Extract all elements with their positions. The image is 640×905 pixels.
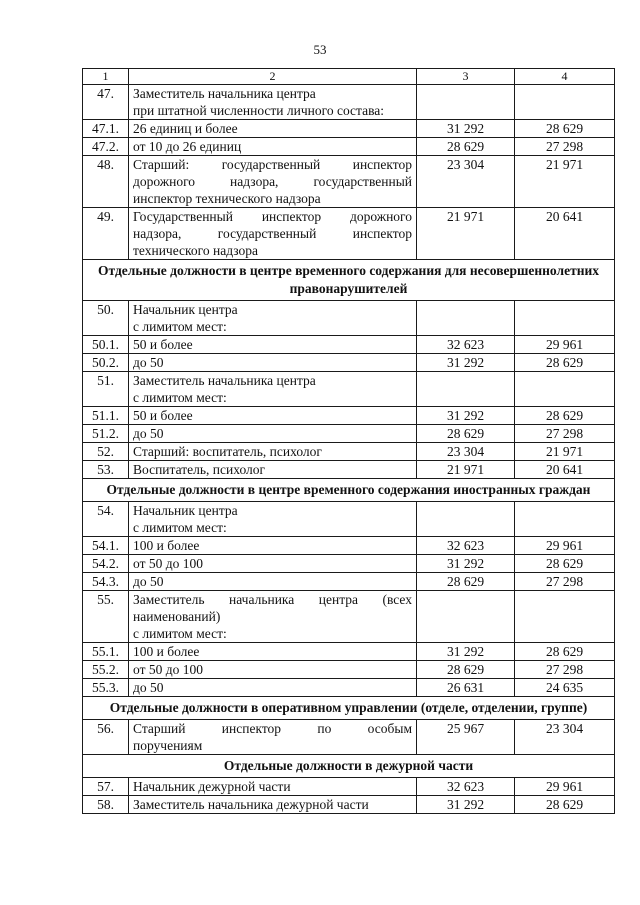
salary-col4: 27 298 (515, 573, 615, 591)
table-row (83, 85, 615, 120)
salary-col4: 21 971 (515, 443, 615, 461)
section-header-row (83, 697, 615, 720)
salary-col4: 29 961 (515, 778, 615, 796)
salary-col4 (515, 372, 615, 407)
row-number: 55.2. (83, 661, 129, 679)
salary-col3: 31 292 (417, 555, 515, 573)
table-header-row (83, 69, 615, 85)
section-title: Отдельные должности в дежурной части (83, 755, 615, 778)
position-title-line: при штатной численности личного состава: (133, 103, 385, 118)
row-number: 55. (83, 591, 129, 643)
position-title-line: до 50 (133, 355, 164, 370)
position-title-line: Заместитель начальника дежурной части (133, 797, 369, 812)
salary-col3: 21 971 (417, 461, 515, 479)
table-row (83, 354, 615, 372)
position-title-line: с лимитом мест: (133, 390, 227, 405)
position-title (129, 796, 417, 814)
position-title (129, 573, 417, 591)
salary-col4: 24 635 (515, 679, 615, 697)
position-title (129, 537, 417, 555)
table-row (83, 443, 615, 461)
position-title-line: Государственный инспектор дорожного (133, 209, 412, 224)
salary-col4: 28 629 (515, 555, 615, 573)
salary-col4: 28 629 (515, 354, 615, 372)
table-row (83, 720, 615, 755)
salary-col3: 32 623 (417, 336, 515, 354)
column-header-2: 2 (129, 69, 417, 85)
salary-col4 (515, 502, 615, 537)
table-row (83, 591, 615, 643)
salary-col4: 23 304 (515, 720, 615, 755)
position-title (129, 555, 417, 573)
salary-col4: 27 298 (515, 425, 615, 443)
table-row (83, 502, 615, 537)
position-title-line: Старший: воспитатель, психолог (133, 444, 322, 459)
position-title-line: с лимитом мест: (133, 626, 227, 641)
position-title (129, 372, 417, 407)
position-title-line: Заместитель начальника центра (133, 86, 316, 101)
position-title-line: надзора, государственный инспектор (133, 226, 412, 241)
table-row (83, 336, 615, 354)
position-title-line: Воспитатель, психолог (133, 462, 266, 477)
row-number: 50.2. (83, 354, 129, 372)
salary-col3: 26 631 (417, 679, 515, 697)
table-row (83, 120, 615, 138)
row-number: 54.2. (83, 555, 129, 573)
position-title-line: Заместитель начальника центра (133, 373, 316, 388)
salary-col4: 20 641 (515, 208, 615, 260)
salary-col3 (417, 372, 515, 407)
salary-col3: 32 623 (417, 778, 515, 796)
position-title-line: Начальник центра (133, 503, 238, 518)
position-title (129, 407, 417, 425)
row-number: 50. (83, 301, 129, 336)
position-title-line: Начальник дежурной части (133, 779, 291, 794)
section-title: Отдельные должности в центре временного содержания иностранных граждан (83, 479, 615, 502)
salary-col4: 20 641 (515, 461, 615, 479)
table-row (83, 555, 615, 573)
salary-col4: 29 961 (515, 537, 615, 555)
position-title-line: 26 единиц и более (133, 121, 238, 136)
table-row (83, 643, 615, 661)
position-title-line: Начальник центра (133, 302, 238, 317)
salary-col3: 31 292 (417, 407, 515, 425)
position-title (129, 720, 417, 755)
column-header-1: 1 (83, 69, 129, 85)
position-title (129, 643, 417, 661)
row-number: 47.2. (83, 138, 129, 156)
position-title (129, 156, 417, 208)
row-number: 55.1. (83, 643, 129, 661)
salary-col4 (515, 301, 615, 336)
salary-col3: 21 971 (417, 208, 515, 260)
row-number: 50.1. (83, 336, 129, 354)
row-number: 54. (83, 502, 129, 537)
row-number: 51. (83, 372, 129, 407)
salary-col3: 28 629 (417, 425, 515, 443)
table-row (83, 537, 615, 555)
salary-col3: 23 304 (417, 443, 515, 461)
salary-col3 (417, 502, 515, 537)
position-title (129, 138, 417, 156)
section-title: Отдельные должности в оперативном управлении (отделе, отделении, группе) (83, 697, 615, 720)
salary-col3 (417, 301, 515, 336)
row-number: 54.3. (83, 573, 129, 591)
salary-col4 (515, 591, 615, 643)
position-title (129, 354, 417, 372)
salary-col4: 27 298 (515, 138, 615, 156)
table-row (83, 407, 615, 425)
table-body (83, 69, 615, 814)
table-row (83, 796, 615, 814)
row-number: 54.1. (83, 537, 129, 555)
row-number: 47.1. (83, 120, 129, 138)
position-title (129, 425, 417, 443)
salary-col3 (417, 85, 515, 120)
table-row (83, 461, 615, 479)
position-title-line: до 50 (133, 574, 164, 589)
position-title (129, 336, 417, 354)
position-title-line: поручениям (133, 738, 203, 753)
salary-col3: 31 292 (417, 796, 515, 814)
salary-col3: 28 629 (417, 573, 515, 591)
salary-col3: 28 629 (417, 661, 515, 679)
table-row (83, 138, 615, 156)
position-title-line: 50 и более (133, 337, 193, 352)
salary-col4 (515, 85, 615, 120)
column-header-3: 3 (417, 69, 515, 85)
column-header-4: 4 (515, 69, 615, 85)
position-title (129, 301, 417, 336)
section-title: Отдельные должности в центре временного содержания для несовершеннолетних правонарушителей (83, 260, 615, 301)
row-number: 51.1. (83, 407, 129, 425)
section-header-row (83, 755, 615, 778)
row-number: 58. (83, 796, 129, 814)
row-number: 47. (83, 85, 129, 120)
position-title (129, 661, 417, 679)
row-number: 51.2. (83, 425, 129, 443)
table-row (83, 301, 615, 336)
position-title (129, 778, 417, 796)
position-title-line: Старший инспектор по особым (133, 721, 412, 736)
position-title (129, 443, 417, 461)
salary-col4: 21 971 (515, 156, 615, 208)
position-title (129, 502, 417, 537)
position-title-line: от 50 до 100 (133, 662, 203, 677)
salary-col4: 29 961 (515, 336, 615, 354)
salary-col4: 28 629 (515, 643, 615, 661)
position-title-line: до 50 (133, 426, 164, 441)
salary-col4: 28 629 (515, 407, 615, 425)
salary-table (82, 68, 615, 814)
position-title-line: 100 и более (133, 538, 200, 553)
position-title-line: 100 и более (133, 644, 200, 659)
position-title-line: технического надзора (133, 243, 258, 258)
row-number: 48. (83, 156, 129, 208)
table-row (83, 156, 615, 208)
salary-col3: 31 292 (417, 120, 515, 138)
salary-col3 (417, 591, 515, 643)
position-title-line: с лимитом мест: (133, 520, 227, 535)
position-title (129, 461, 417, 479)
position-title-line: до 50 (133, 680, 164, 695)
position-title-line: от 50 до 100 (133, 556, 203, 571)
table-row (83, 372, 615, 407)
position-title-line: Старший: государственный инспектор (133, 157, 412, 172)
table-row (83, 661, 615, 679)
page-number: 53 (313, 42, 327, 57)
salary-col4: 27 298 (515, 661, 615, 679)
position-title-line: с лимитом мест: (133, 319, 227, 334)
salary-col4: 28 629 (515, 796, 615, 814)
salary-col3: 31 292 (417, 354, 515, 372)
position-title (129, 679, 417, 697)
section-header-row (83, 260, 615, 301)
position-title (129, 120, 417, 138)
table-row (83, 425, 615, 443)
position-title-line: Заместитель начальника центра (всех (133, 592, 412, 607)
row-number: 53. (83, 461, 129, 479)
row-number: 49. (83, 208, 129, 260)
row-number: 55.3. (83, 679, 129, 697)
position-title-line: инспектор технического надзора (133, 191, 321, 206)
position-title (129, 208, 417, 260)
position-title (129, 85, 417, 120)
row-number: 57. (83, 778, 129, 796)
row-number: 56. (83, 720, 129, 755)
position-title-line: от 10 до 26 единиц (133, 139, 242, 154)
table-row (83, 208, 615, 260)
salary-col3: 23 304 (417, 156, 515, 208)
table-row (83, 573, 615, 591)
salary-col4: 28 629 (515, 120, 615, 138)
table-row (83, 778, 615, 796)
salary-col3: 32 623 (417, 537, 515, 555)
row-number: 52. (83, 443, 129, 461)
position-title-line: наименований) (133, 609, 221, 624)
position-title (129, 591, 417, 643)
salary-col3: 25 967 (417, 720, 515, 755)
section-header-row (83, 479, 615, 502)
salary-col3: 28 629 (417, 138, 515, 156)
salary-col3: 31 292 (417, 643, 515, 661)
position-title-line: дорожного надзора, государственный (133, 174, 412, 189)
table-row (83, 679, 615, 697)
position-title-line: 50 и более (133, 408, 193, 423)
